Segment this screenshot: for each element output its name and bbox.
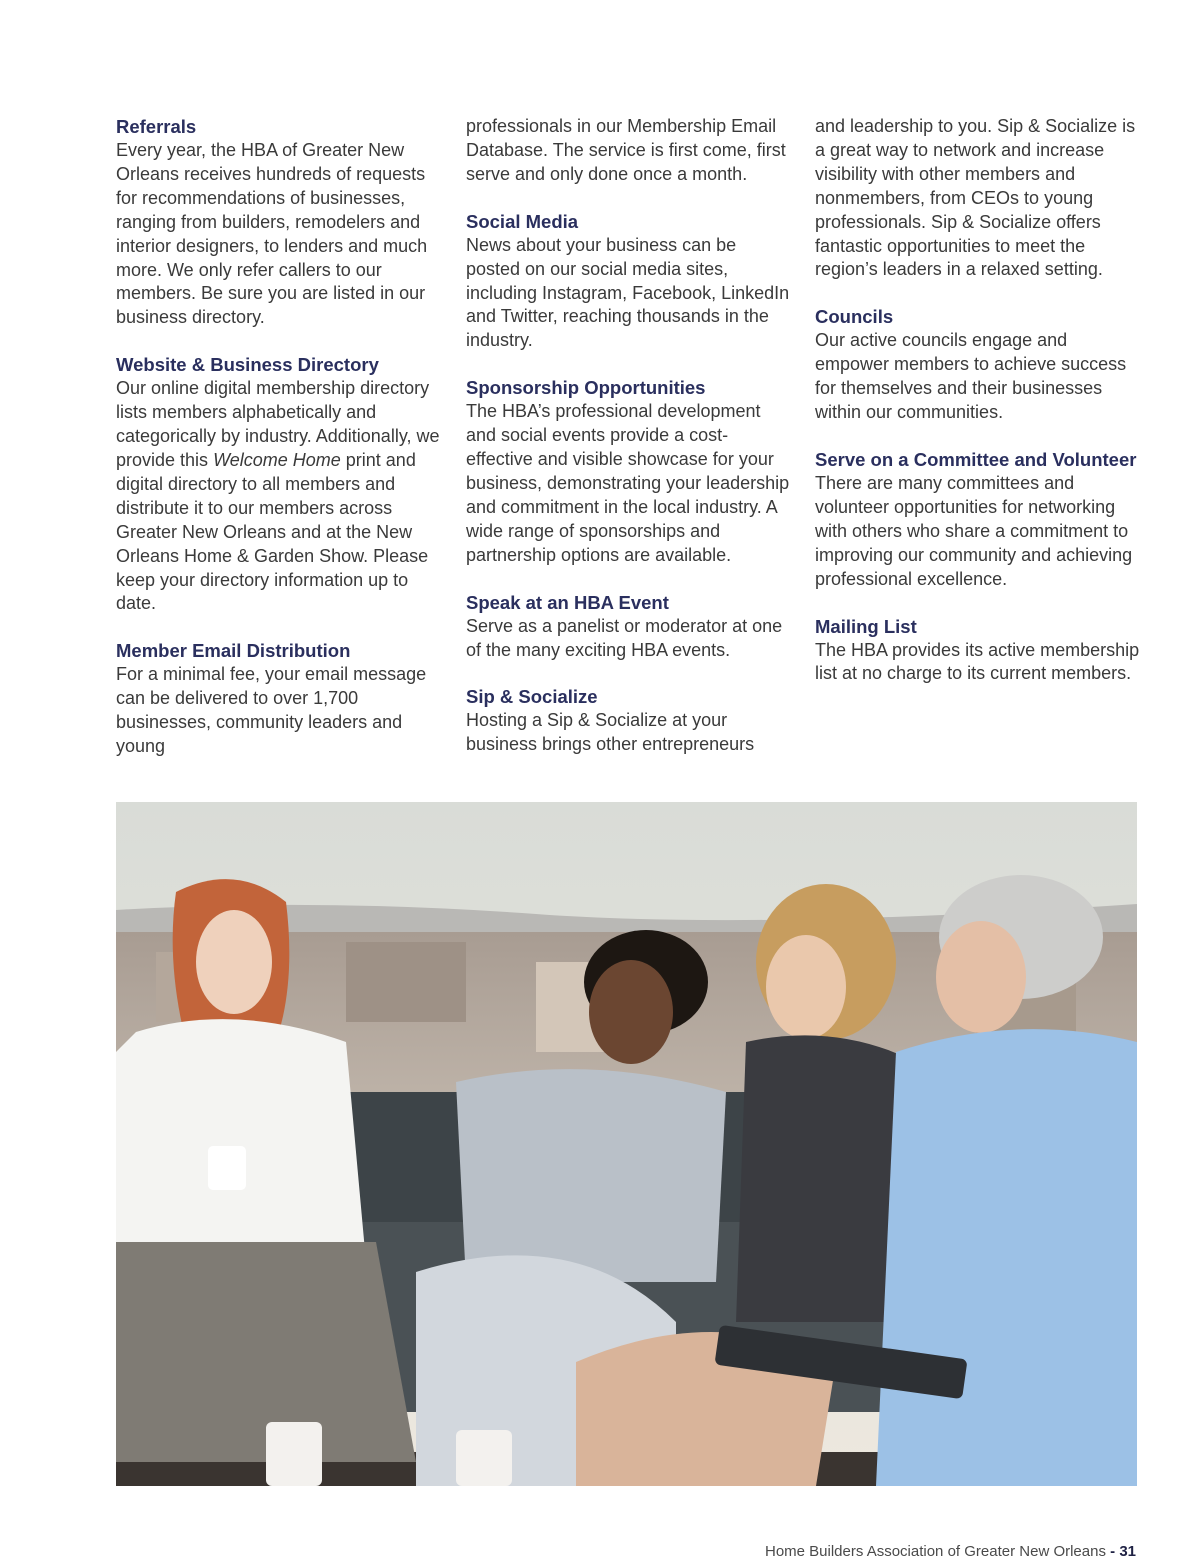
section-mailing-list [815,615,1141,687]
column-3 [815,115,1141,709]
section-website-directory [116,353,441,616]
footer-separator: - [1110,1543,1116,1560]
section-social-media [466,210,794,354]
person-3-face [766,935,846,1039]
section-speak-event [466,591,794,663]
section-body: Hosting a Sip & Socialize at your business brings other entrepreneurs [466,710,755,755]
coffee-cup [456,1430,512,1486]
section-sip-socialize [466,685,794,757]
coffee-cup [266,1422,322,1486]
column-2 [466,115,794,780]
coffee-cup [208,1146,246,1190]
section-committee-volunteer [815,448,1141,592]
section-heading: Sip & Socialize [466,686,598,708]
article-columns [116,115,1140,757]
footer-organization: Home Builders Association of Greater New Orleans [764,1543,1106,1560]
section-body: Serve as a panelist or moderator at one of the many exciting HBA events. [466,615,783,660]
person-4-face [936,921,1026,1033]
section-heading: Social Media [466,210,579,232]
section-body: The HBA’s professional development and social events provide a cost-effective and visible showcase for your business, demonstrating your leadership and commitment in the local industry. A wide range of sponsorships and partnership options are available. [466,401,790,565]
section-body: The HBA provides its active membership list at no charge to its current members. [815,639,1140,684]
section-body [116,377,441,616]
section-heading: Website & Business Directory [116,354,379,376]
section-continued [815,115,1141,282]
section-referrals [116,115,441,330]
section-body: News about your business can be posted on our social media sites, including Instagram, Facebook, LinkedIn and Twitter, reaching thousands in the industry. [466,234,790,351]
section-heading: Sponsorship Opportunities [466,377,706,399]
person-left-shirt [116,1019,366,1262]
section-body: professionals in our Membership Email Database. The service is first come, first serve and only done once a month. [466,116,786,184]
person-4-shirt [876,1029,1137,1486]
body-text: print and digital directory to all members and distribute it to our members across Greater New Orleans and at the New Orleans Home & Garden Show. Please keep your directory information up to date. [116,449,429,614]
rooftop-meeting-photo [116,802,1137,1486]
section-heading: Mailing List [815,615,917,637]
section-body: Our active councils engage and empower members to achieve success for themselves and their businesses within our communities. [815,330,1127,423]
section-body: For a minimal fee, your email message can be delivered to over 1,700 businesses, community leaders and young [116,664,427,757]
section-body: Every year, the HBA of Greater New Orleans receives hundreds of requests for recommendations of businesses, ranging from builders, remodelers and interior designers, to lenders and much more. We only refer callers to our members. Be sure you are listed in our business directory. [116,140,428,328]
person-left-face [196,910,272,1014]
publication-title: Welcome Home [213,449,341,470]
page-footer [765,1543,1136,1560]
section-member-email [116,639,441,759]
section-heading: Speak at an HBA Event [466,591,669,613]
section-heading: Referrals [116,116,197,137]
section-sponsorship [466,376,794,567]
body-text: Our online digital membership directory lists members alphabetically and categorically by industry. Additionally, we provide this [116,378,440,470]
column-1 [116,115,441,782]
section-heading: Member Email Distribution [116,640,351,662]
section-body: There are many committees and volunteer opportunities for networking with others who share a commitment to improving our community and achieving professional excellence. [815,472,1133,589]
person-2-face [589,960,673,1064]
person-2-blazer [456,1069,726,1282]
section-body: and leadership to you. Sip & Socialize is a great way to network and increase visibility with other members and nonmembers, from CEOs to young professionals. Sip & Socialize offers fantastic opportunities to meet the region’s leaders in a relaxed setting. [815,116,1136,280]
section-heading: Serve on a Committee and Volunteer [815,448,1137,470]
page-number: 31 [1119,1543,1136,1560]
section-councils [815,305,1141,425]
section-heading: Councils [815,306,894,328]
section-continued [466,115,794,187]
